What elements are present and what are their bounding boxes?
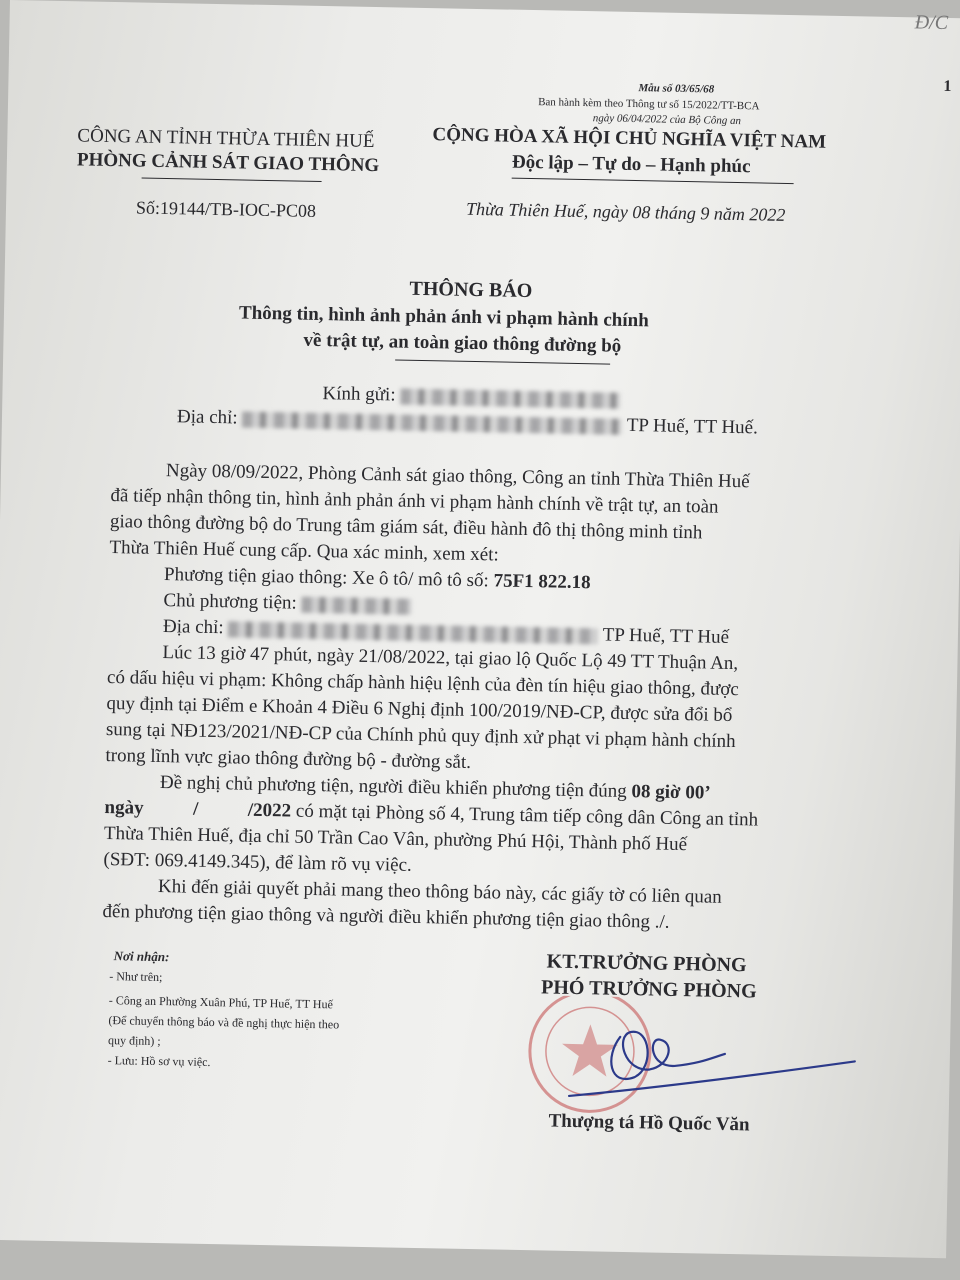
notice-title: THÔNG BÁO	[409, 277, 533, 303]
receivers-item-2-note-end: quy định) ;	[107, 1033, 161, 1049]
page-number: 1	[943, 77, 952, 96]
redacted-owner-address	[228, 621, 598, 644]
recipient-greeting-label: Kính gửi:	[322, 383, 396, 406]
receivers-heading: Nơi nhận:	[113, 948, 170, 965]
nation-underline	[512, 178, 794, 184]
body-paragraph-3-line-4: (SĐT: 069.4149.345), để làm rõ vụ việc.	[103, 848, 412, 876]
appointment-day-label: ngày	[104, 796, 144, 819]
redacted-owner-name	[301, 596, 411, 614]
body-paragraph-2-line-3: quy định tại Điểm e Khoản 4 Điều 6 Nghị định 100/2019/NĐ-CP, được sửa đổi bổ	[106, 692, 733, 726]
recipient-address	[177, 404, 758, 441]
appointment-day-slash: /	[192, 798, 199, 820]
agency-line1: CÔNG AN TỈNH THỪA THIÊN HUẾ	[77, 125, 375, 153]
body-paragraph-2-line-5: trong lĩnh vực giao thông đường bộ - đường sắt.	[105, 744, 472, 773]
notice-subtitle-2: về trật tự, an toàn giao thông đường bộ	[303, 329, 622, 357]
corner-handwritten-mark: Đ/C	[914, 11, 949, 35]
official-stamp-and-signature	[509, 995, 871, 1122]
appointment-request: Đề nghị chủ phương tiện, người điều khiển phương tiện đúng	[159, 772, 627, 802]
body-paragraph-1-line-2: đã tiếp nhận thông tin, hình ảnh phản ánh vi phạm hành chính về trật tự, an toàn	[110, 485, 719, 518]
body-paragraph-2-line-4: sung tại NĐ123/2021/NĐ-CP của Chính phủ quy định xử phạt vi phạm hành chính	[105, 718, 736, 753]
document-number: Số:19144/TB-IOC-PC08	[135, 197, 317, 221]
body-paragraph-2-line-1: Lúc 13 giờ 47 phút, ngày 21/08/2022, tại giao lộ Quốc Lộ 49 TT Thuận An,	[162, 642, 739, 675]
signature-title-2: PHÓ TRƯỞNG PHÒNG	[540, 976, 757, 1003]
nation-line1: CỘNG HÒA XÃ HỘI CHỦ NGHĨA VIỆT NAM	[432, 124, 827, 153]
owner-address-label: Địa chỉ:	[162, 616, 224, 639]
body-paragraph-2-line-2: có dấu hiệu vi phạm: Không chấp hành hiệu lệnh của đèn tín hiệu giao thông, được	[106, 666, 739, 701]
appointment-time: 08 giờ 00’	[631, 781, 711, 804]
signature-title-1: KT.TRƯỞNG PHÒNG	[546, 950, 747, 977]
body-paragraph-1-line-3: giao thông đường bộ do Trung tâm giám sát, điều hành đô thị thông minh tỉnh	[109, 511, 703, 544]
receivers-item-1: - Như trên;	[109, 969, 163, 985]
vehicle-label: Phương tiện giao thông: Xe ô tô/ mô tô số:	[163, 564, 490, 592]
place-date: Thừa Thiên Huế, ngày 08 tháng 9 năm 2022	[465, 198, 786, 225]
redacted-recipient-address	[242, 411, 622, 434]
form-number: Mẫu số 03/65/68	[638, 82, 715, 96]
vehicle-plate: 75F1 822.18	[493, 570, 591, 594]
appointment-location: có mặt tại Phòng số 4, Trung tâm tiếp công dân Công an tỉnh	[295, 800, 759, 831]
signer-name: Thượng tá Hồ Quốc Văn	[548, 1110, 750, 1136]
receivers-item-2-note: (Để chuyển thông báo và đề nghị thực hiện theo	[108, 1013, 340, 1032]
agency-line2: PHÒNG CẢNH SÁT GIAO THÔNG	[76, 149, 380, 177]
agency-underline	[142, 178, 322, 182]
form-issued-by: Ban hành kèm theo Thông tư số 15/2022/TT-BCA	[538, 96, 760, 113]
body-paragraph-4-line-1: Khi đến giải quyết phải mang theo thông báo này, các giấy tờ có liên quan	[157, 876, 722, 908]
owner-label: Chủ phương tiện:	[163, 590, 297, 614]
body-paragraph-4-line-2: đến phương tiện giao thông và người điều khiển phương tiện giao thông ./.	[102, 900, 670, 933]
body-paragraph-3-line-3: Thừa Thiên Huế, địa chỉ 50 Trần Cao Vân, phường Phú Hội, Thành phố Huế	[103, 822, 688, 856]
title-underline	[395, 359, 610, 364]
form-issued-date: ngày 06/04/2022 của Bộ Công an	[592, 112, 742, 128]
body-paragraph-1-line-1: Ngày 08/09/2022, Phòng Cảnh sát giao thông, Công an tỉnh Thừa Thiên Huế	[165, 460, 750, 493]
recipient-address-suffix: TP Huế, TT Huế.	[626, 414, 759, 439]
redacted-recipient-name	[400, 388, 620, 408]
handwritten-signature-icon	[569, 1031, 855, 1102]
recipient-address-label: Địa chỉ:	[176, 406, 238, 429]
appointment-year: /2022	[247, 799, 292, 822]
receivers-item-3: - Lưu: Hồ sơ vụ việc.	[107, 1053, 211, 1070]
body-paragraph-1-line-4: Thừa Thiên Huế cung cấp. Qua xác minh, xem xét:	[109, 537, 499, 566]
nation-line2: Độc lập – Tự do – Hạnh phúc	[511, 151, 751, 178]
owner-address-suffix: TP Huế, TT Huế	[602, 624, 730, 648]
notice-subtitle-1: Thông tin, hình ảnh phản ánh vi phạm hành chính	[238, 302, 649, 332]
receivers-item-2: - Công an Phường Xuân Phú, TP Huế, TT Huế	[108, 993, 333, 1012]
